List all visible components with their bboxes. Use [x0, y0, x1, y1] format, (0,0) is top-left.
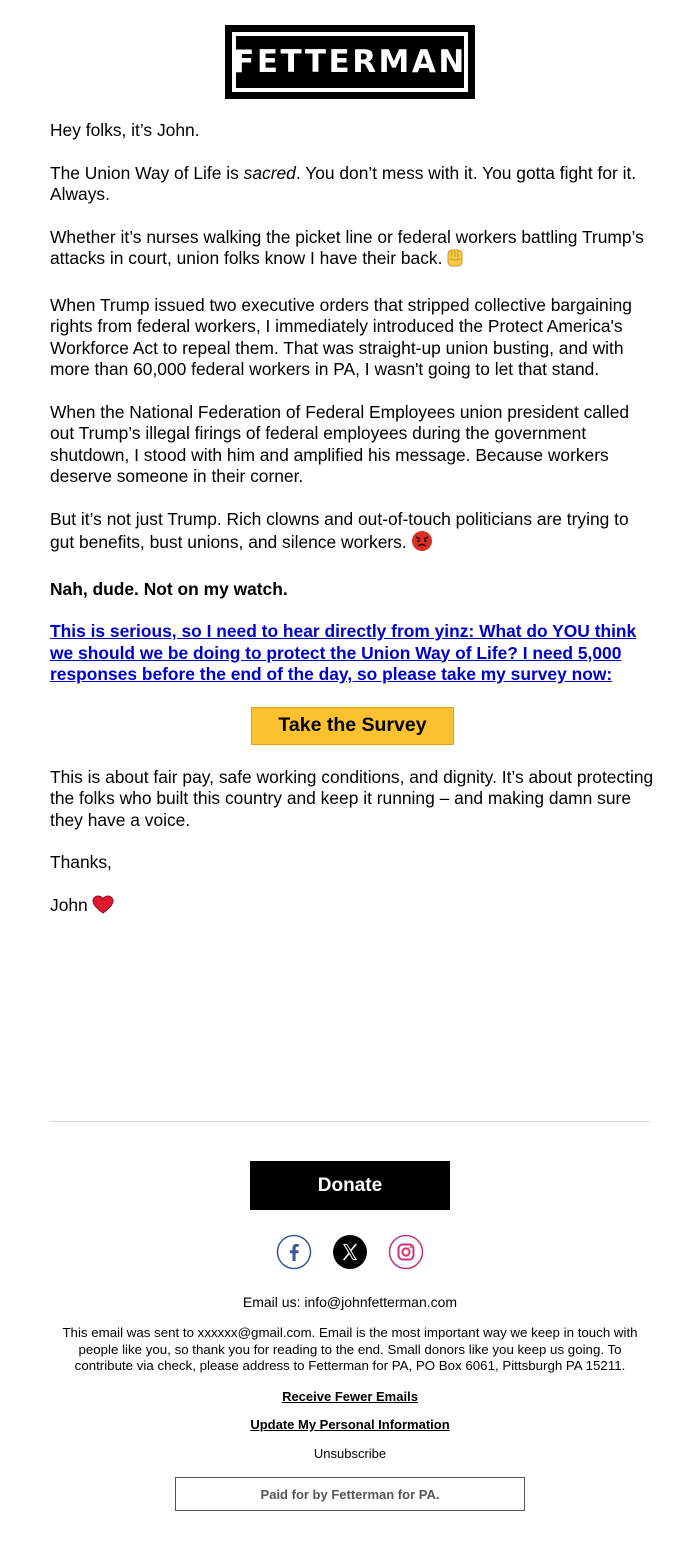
footer-note: This email was sent to xxxxxx@gmail.com. Email is the most important way we keep in touch with people like you, so thank you for reading to the end. Small donors like you keep us going. To contribute via check, please address to Fetterman for PA, PO Box 6061, Pittsburgh PA 15211.: [62, 1325, 638, 1373]
paragraph-not-just-trump: But it’s not just Trump. Rich clowns and out-of-touch politicians are trying to gut benefits, bust unions, and silence workers.: [50, 509, 655, 558]
take-survey-button[interactable]: Take the Survey: [251, 707, 454, 745]
paragraph-fair-pay: This is about fair pay, safe working conditions, and dignity. It’s about protecting the folks who built this country and keep it running – and making damn sure they have a voice.: [50, 766, 654, 830]
logo-frame: [232, 32, 468, 92]
cta-paragraph: [50, 621, 655, 686]
footer-divider: [50, 1121, 650, 1122]
facebook-icon[interactable]: [276, 1234, 312, 1270]
receive-fewer-emails-row: [0, 1389, 700, 1404]
unsubscribe-link[interactable]: Unsubscribe: [313, 1446, 387, 1461]
paid-for-disclaimer: Paid for by Fetterman for PA.: [175, 1477, 525, 1511]
donate-button[interactable]: Donate: [250, 1161, 450, 1210]
paragraph-not-on-my-watch: Nah, dude. Not on my watch.: [50, 578, 288, 599]
red-heart-emoji-icon: [92, 895, 114, 921]
fetterman-logo: [225, 25, 475, 99]
paragraph-union-way: The Union Way of Life is sacred. You don’t mess with it. You gotta fight for it. Always.: [50, 162, 637, 204]
emphasis-sacred: sacred: [243, 162, 296, 183]
paragraph-nffe: When the National Federation of Federal Employees union president called out Trump’s illegal firings of federal employees during the government shutdown, I stood with him and amplified his message. Because workers deserve someone in their corner.: [50, 401, 630, 486]
x-icon[interactable]: [332, 1234, 368, 1270]
update-personal-info-link[interactable]: Update My Personal Information: [250, 1417, 450, 1432]
survey-button-row: [50, 707, 655, 745]
closing: Thanks,: [50, 852, 112, 872]
footer-email-line: Email us: info@johnfetterman.com: [242, 1294, 458, 1310]
update-info-row: [0, 1417, 700, 1432]
raised-fist-emoji-icon: [446, 248, 464, 274]
angry-face-emoji-icon: [411, 530, 433, 558]
greeting: Hey folks, it’s John.: [50, 120, 200, 140]
paragraph-picket-line: Whether it’s nurses walking the picket line or federal workers battling Trump’s attacks in court, union folks know I have their back.: [50, 227, 655, 274]
letter-body: [50, 120, 655, 941]
paragraph-executive-orders: When Trump issued two executive orders that stripped collective bargaining rights from federal workers, I immediately introduced the Protect America's Workforce Act to repeal them. That was straight-up union busting, and with more than 60,000 federal workers in PA, I wasn't going to let that stand.: [50, 294, 632, 379]
survey-link[interactable]: This is serious, so I need to hear directly from yinz: What do YOU think we should we be doing to protect the Union Way of Life? I need 5,000 responses before the end of the day, so please take my survey now:: [50, 621, 637, 684]
instagram-icon[interactable]: [388, 1234, 424, 1270]
signature: John: [50, 895, 655, 921]
receive-fewer-emails-link[interactable]: Receive Fewer Emails: [282, 1389, 418, 1404]
logo-text: FETTERMAN: [233, 44, 467, 80]
